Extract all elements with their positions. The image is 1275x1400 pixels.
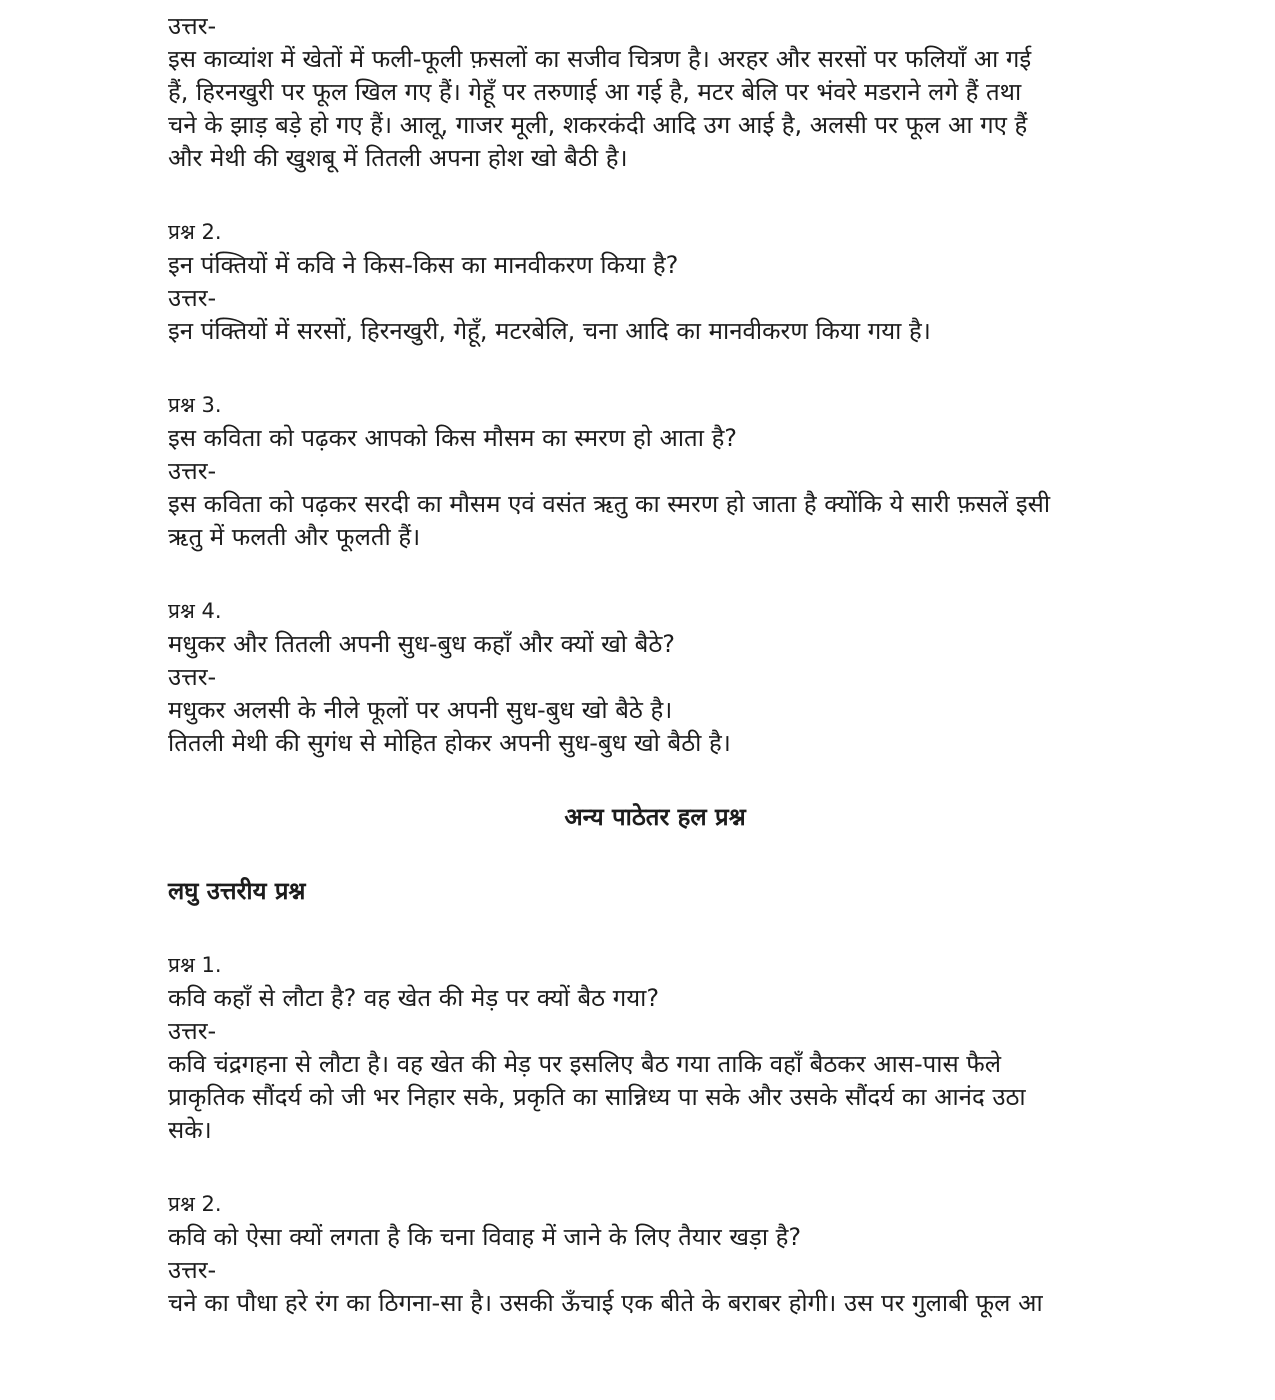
subsection-heading: लघु उत्तरीय प्रश्न — [168, 877, 306, 905]
answer-line: ऋतु में फलती और फूलती हैं। — [168, 523, 421, 551]
answer-line: कवि चंद्रगहना से लौटा है। वह खेत की मेड़ पर इसलिए बैठ गया ताकि वहाँ बैठकर आस-पास फैले — [168, 1050, 1002, 1078]
answer-line: मधुकर अलसी के नीले फूलों पर अपनी सुध-बुध खो बैठे है। — [168, 696, 673, 724]
answer-line: चने के झाड़ बड़े हो गए हैं। आलू, गाजर मूली, शकरकंदी आदि उग आई है, अलसी पर फूल आ गए हैं — [168, 111, 1028, 139]
answer-line: इन पंक्तियों में सरसों, हिरनखुरी, गेहूँ, मटरबेलि, चना आदि का मानवीकरण किया गया है। — [168, 317, 931, 345]
answer-line: सके। — [168, 1116, 212, 1144]
answer-line: प्राकृतिक सौंदर्य को जी भर निहार सके, प्रकृति का सान्निध्य पा सके और उसके सौंदर्य का आनंद उठा — [168, 1083, 1026, 1111]
question-number: प्रश्न 3. — [168, 393, 222, 417]
answer-label: उत्तर- — [168, 284, 217, 312]
answer-label: उत्तर- — [168, 12, 217, 40]
answer-line: चने का पौधा हरे रंग का ठिगना-सा है। उसकी ऊँचाई एक बीते के बराबर होगी। उस पर गुलाबी फूल आ — [168, 1289, 1043, 1317]
document-page — [168, 10, 1143, 1320]
question-text: इन पंक्तियों में कवि ने किस-किस का मानवीकरण किया है? — [168, 251, 679, 279]
answer-line: हैं, हिरनखुरी पर फूल खिल गए हैं। गेहूँ पर तरुणाई आ गई है, मटर बेलि पर भंवरे मडराने लगे हैं तथा — [168, 78, 1022, 106]
answer-line: इस कविता को पढ़कर सरदी का मौसम एवं वसंत ऋतु का स्मरण हो जाता है क्योंकि ये सारी फ़सलें इसी — [168, 490, 1051, 518]
answer-line: तितली मेथी की सुगंध से मोहित होकर अपनी सुध-बुध खो बैठी है। — [168, 729, 731, 757]
question-number: प्रश्न 4. — [168, 599, 222, 623]
question-number: प्रश्न 2. — [168, 1192, 222, 1216]
answer-label: उत्तर- — [168, 457, 217, 485]
answer-label: उत्तर- — [168, 1256, 217, 1284]
question-text: कवि को ऐसा क्यों लगता है कि चना विवाह में जाने के लिए तैयार खड़ा है? — [168, 1223, 802, 1251]
question-text: कवि कहाँ से लौटा है? वह खेत की मेड़ पर क्यों बैठ गया? — [168, 984, 660, 1012]
answer-label: उत्तर- — [168, 663, 217, 691]
answer-line: इस काव्यांश में खेतों में फली-फूली फ़सलों का सजीव चित्रण है। अरहर और सरसों पर फलियाँ आ गई — [168, 45, 1032, 73]
section-heading: अन्य पाठेतर हल प्रश्न — [564, 803, 746, 831]
question-number: प्रश्न 1. — [168, 953, 222, 977]
question-number: प्रश्न 2. — [168, 220, 222, 244]
question-text: इस कविता को पढ़कर आपको किस मौसम का स्मरण हो आता है? — [168, 424, 738, 452]
question-text: मधुकर और तितली अपनी सुध-बुध कहाँ और क्यों खो बैठे? — [168, 630, 676, 658]
answer-line: और मेथी की खुशबू में तितली अपना होश खो बैठी है। — [168, 144, 628, 172]
answer-label: उत्तर- — [168, 1017, 217, 1045]
